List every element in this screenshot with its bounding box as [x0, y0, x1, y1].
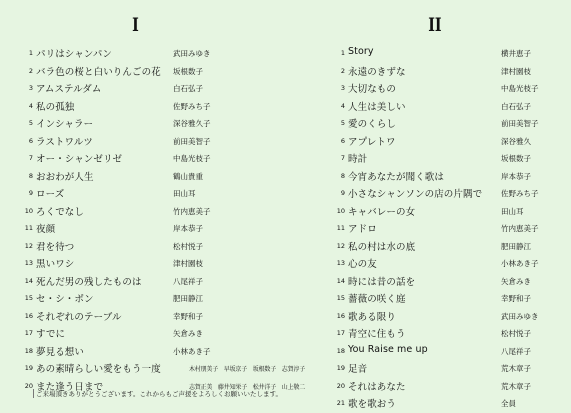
song-number: 19 [24, 364, 33, 372]
song-title: You Raise me up [348, 343, 428, 355]
performer-name: 小林あき子 [501, 259, 539, 268]
song-title: オー・シャンゼリゼ [36, 154, 123, 165]
song-number: 19 [336, 364, 345, 372]
performer-name: 肥田静江 [501, 241, 531, 251]
program-row [19, 203, 279, 221]
part-one-title: I [132, 14, 139, 36]
song-title: 夢見る想い [36, 346, 85, 358]
song-title: アムステルダム [36, 84, 102, 95]
song-title: 死んだ男の残したものは [36, 276, 142, 288]
song-number: 2 [340, 66, 345, 75]
song-title: 君を待つ [36, 241, 75, 253]
performer-name: 佐野みち子 [501, 189, 539, 198]
performer-name: 前田美智子 [173, 136, 211, 146]
song-number: 20 [336, 381, 345, 390]
program-row [19, 360, 306, 378]
song-number: 5 [28, 119, 33, 127]
performer-name: 竹内恵美子 [173, 206, 211, 216]
performer-name: 岸本恭子 [501, 171, 531, 181]
performer-name: 白石弘子 [501, 101, 531, 111]
program-part-one-list [19, 45, 306, 395]
performer-name: 横井恵子 [501, 49, 531, 58]
song-title: 黒いワシ [36, 259, 75, 270]
song-title: 人生は美しい [348, 101, 406, 113]
song-number: 4 [28, 101, 33, 110]
program-row [331, 395, 567, 413]
song-title: すでに [36, 329, 66, 340]
performer-name: 武田みゆき [501, 311, 539, 321]
performer-name: 竹内恵美子 [501, 224, 539, 233]
song-number: 13 [336, 259, 345, 267]
program-row [19, 220, 279, 238]
program-row [331, 115, 567, 133]
performer-name: 深谷雅久子 [173, 119, 211, 128]
performer-name: 荒木章子 [501, 364, 531, 373]
song-number: 18 [24, 346, 33, 355]
program-row [331, 273, 567, 291]
song-title: 青空に住もう [348, 329, 406, 340]
song-title: 永遠のきずな [348, 66, 406, 78]
performer-name: 深谷雅久 [501, 136, 531, 146]
program-row [331, 168, 567, 186]
song-number: 1 [28, 49, 33, 57]
song-number: 10 [24, 206, 33, 215]
program-row [19, 63, 279, 81]
performer-name: 中島光枝子 [501, 84, 539, 93]
song-number: 6 [340, 136, 345, 145]
performer-name: 八尾祥子 [501, 346, 531, 356]
performer-name: 矢倉みき [501, 276, 531, 286]
song-number: 16 [336, 311, 345, 320]
song-number: 9 [28, 189, 33, 197]
song-number: 2 [28, 66, 33, 75]
song-title: キャバレーの女 [348, 206, 416, 218]
program-row [19, 255, 279, 273]
program-row [331, 308, 567, 326]
performer-name: 佐野みち子 [173, 101, 211, 111]
song-title: バラ色の桜と白いりんごの花 [36, 66, 161, 78]
song-title: おおわが人生 [36, 171, 94, 183]
song-title: アドロ [348, 224, 377, 235]
performer-name: 津村園枝 [173, 259, 203, 268]
song-title: アプレトワ [348, 136, 396, 148]
song-number: 15 [24, 294, 33, 302]
song-title: 時計 [348, 154, 368, 165]
song-number: 13 [24, 259, 33, 267]
song-number: 5 [340, 119, 345, 127]
song-number: 7 [340, 154, 345, 162]
song-title: 私の孤独 [36, 101, 75, 113]
program-row [331, 343, 567, 361]
song-title: インシャラー [36, 119, 94, 130]
performer-name: 木村朋美子 早坂京子 坂根数子 志賀淳子 [189, 366, 306, 373]
performer-name: 全員 [501, 399, 516, 408]
song-number: 11 [336, 224, 345, 232]
performer-name: 田山耳 [501, 206, 524, 216]
performer-name: 肥田静江 [173, 294, 203, 303]
performer-name: 田山耳 [173, 189, 196, 198]
song-title: 小さなシャンソンの店の片隅で [348, 189, 483, 200]
program-row [19, 343, 279, 361]
song-number: 7 [28, 154, 33, 162]
song-title: 歌ある限り [348, 311, 397, 323]
performer-name: 小林あき子 [173, 346, 211, 356]
song-number: 3 [340, 84, 345, 92]
program-row [19, 150, 279, 168]
performer-name: 志賀正美 藤井知栄子 松井洋子 山上敬二 [189, 383, 306, 391]
program-row [19, 45, 279, 63]
song-title: 心の友 [348, 259, 377, 270]
song-title: 足音 [348, 364, 368, 375]
performer-name: 津村園枝 [501, 66, 531, 76]
program-row [19, 290, 279, 308]
program-row [19, 308, 279, 326]
program-row [331, 80, 567, 98]
song-number: 8 [28, 171, 33, 180]
performer-name: 幸野和子 [501, 294, 531, 303]
song-title: 私の村は水の底 [348, 241, 416, 253]
song-number: 20 [24, 381, 33, 390]
song-number: 18 [336, 346, 345, 355]
song-number: 21 [336, 399, 345, 407]
program-row [331, 238, 567, 256]
song-number: 3 [28, 84, 33, 92]
song-title: 時には昔の話を [348, 276, 416, 288]
song-title: また逢う日まで [36, 381, 104, 393]
program-row [19, 325, 279, 343]
performer-name: 松村悦子 [501, 329, 531, 338]
song-title: 今宵あなたが聞く歌は [348, 171, 445, 183]
program-row [331, 150, 567, 168]
footer-note: ご来場頂きありがとうございます。これからもご声援をよろしくお願いいたします。 [33, 389, 282, 398]
song-title: それはあなた [348, 381, 406, 393]
part-two-title: II [428, 14, 442, 36]
program-row [19, 133, 279, 151]
program-row [19, 115, 279, 133]
performer-name: 中島光枝子 [173, 154, 211, 163]
song-number: 10 [336, 206, 345, 215]
song-title: パリはシャンパン [36, 49, 112, 60]
performer-name: 白石弘子 [173, 84, 203, 93]
performer-name: 矢倉みき [173, 329, 203, 338]
song-title: 薔薇の咲く庭 [348, 294, 406, 305]
program-row [19, 98, 279, 116]
performer-name: 鶴山貴重 [173, 171, 203, 181]
performer-name: 武田みゆき [173, 49, 211, 58]
performer-name: 荒木章子 [501, 381, 531, 391]
program-row [331, 45, 567, 63]
program-row [331, 203, 567, 221]
song-number: 17 [336, 329, 345, 337]
song-title: ローズ [36, 189, 65, 200]
song-number: 15 [336, 294, 345, 302]
program-row [19, 168, 279, 186]
song-number: 17 [24, 329, 33, 337]
song-title: それぞれのテーブル [36, 311, 122, 323]
song-number: 12 [24, 241, 33, 250]
program-row [331, 360, 567, 378]
program-row [19, 185, 279, 203]
program-row [331, 98, 567, 116]
song-title: ろくでなし [36, 206, 85, 218]
song-number: 14 [24, 276, 33, 285]
program-row [19, 273, 279, 291]
program-row [331, 255, 567, 273]
program-row [331, 185, 567, 203]
program-row [331, 290, 567, 308]
song-title: 歌を歌おう [348, 399, 397, 410]
song-number: 1 [340, 49, 345, 57]
performer-name: 坂根数子 [501, 154, 531, 163]
song-number: 4 [340, 101, 345, 110]
program-row [331, 325, 567, 343]
program-row [331, 133, 567, 151]
song-title: Story [348, 46, 374, 57]
performer-name: 前田美智子 [501, 119, 539, 128]
song-title: セ・シ・ボン [36, 294, 94, 305]
song-title: ラストワルツ [36, 136, 94, 148]
program-row [331, 220, 567, 238]
song-number: 14 [336, 276, 345, 285]
program-row [19, 80, 279, 98]
song-number: 9 [340, 189, 345, 197]
song-number: 11 [24, 224, 33, 232]
performer-name: 松村悦子 [173, 241, 203, 251]
song-title: 愛のくらし [348, 119, 397, 130]
song-title: 夜顔 [36, 224, 56, 235]
program-row [331, 63, 567, 81]
program-part-two-list [331, 45, 567, 413]
program-row [331, 378, 567, 396]
song-title: 大切なもの [348, 84, 397, 95]
performer-name: 岸本恭子 [173, 224, 203, 233]
song-number: 16 [24, 311, 33, 320]
song-number: 8 [340, 171, 345, 180]
performer-name: 坂根数子 [173, 66, 203, 76]
performer-name: 幸野和子 [173, 311, 203, 321]
performer-name: 八尾祥子 [173, 276, 203, 286]
song-number: 6 [28, 136, 33, 145]
program-row [19, 238, 279, 256]
song-title: あの素晴らしい愛をもう一度 [36, 364, 161, 375]
song-number: 12 [336, 241, 345, 250]
